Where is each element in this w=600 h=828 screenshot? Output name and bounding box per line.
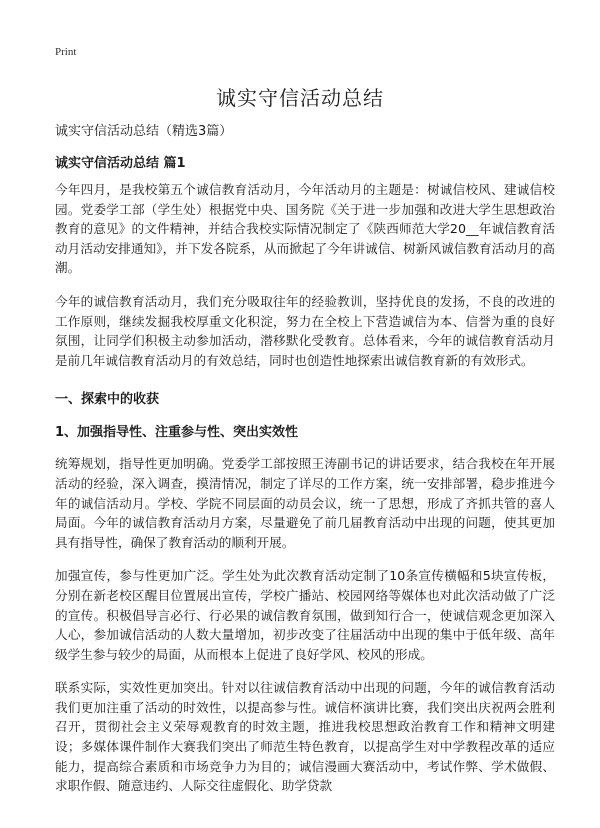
document-subtitle: 诚实守信活动总结（精选3篇） [55,124,233,139]
section-heading: 诚实守信活动总结 篇1 [55,156,186,171]
paragraph: 统筹规划，指导性更加明确。党委学工部按照王涛副书记的讲话要求，结合我校在年开展活动的经验，深入调查，摸清情况，制定了详尽的工作方案，统一安排部署，稳步推进今年的诚信活动月。学校、学院不同层面的动员会议，统一了思想，形成了齐抓共管的喜人局面。今年的诚信教育活动月方案，尽量避免了前几届教育活动中出现的问题，使其更加具有指导性，确保了教育活动的顺利开展。 [55,456,555,550]
print-label: Print [55,46,77,58]
document-title: 诚实守信活动总结 [216,86,384,110]
paragraph: 今年四月，是我校第五个诚信教育活动月，今年活动月的主题是：树诚信校风、建诚信校园。党委学工部（学生处）根据党中央、国务院《关于进一步加强和改进大学生思想政治教育的意见》的文件精神，并结合我校实际情况制定了《陕西师范大学20__年诚信教育活动月活动安排通知》，并下发各院系，从而掀起了今年讲诚信、树新风诚信教育活动月的高潮。 [55,182,555,276]
document-body [55,180,555,810]
heading-level-1: 一、探索中的收获 [55,392,160,408]
paragraph: 联系实际，实效性更加突出。针对以往诚信教育活动中出现的问题，今年的诚信教育活动我们更加注重了活动的时效性，以提高参与性。诚信杯演讲比赛，我们突出庆祝两会胜利召开，贯彻社会主义荣辱观教育的时效主题，推进我校思想政治教育工作和精神文明建设；多媒体课件制作大赛我们突出了师范生特色教育，以提高学生对中学教程改革的适应能力，提高综合素质和市场竞争力为目的；诚信漫画大赛活动中，考试作弊、学术做假、求职作假、随意违约、人际交往虚假化、助学贷款 [55,680,555,794]
paragraph: 今年的诚信教育活动月，我们充分吸取往年的经验教训，坚持优良的发扬，不良的改进的工作原则，继续发掘我校厚重文化积淀，努力在全校上下营造诚信为本、信誉为重的良好氛围，让同学们积极主动参加活动，潜移默化受教育。总体看来，今年的诚信教育活动月是前几年诚信教育活动月的有效总结，同时也创造性地探索出诚信教育新的有效形式。 [55,293,555,368]
heading-level-2: 1、加强指导性、注重参与性、突出实效性 [55,425,299,441]
paragraph: 加强宣传，参与性更加广泛。学生处为此次教育活动定制了10条宣传横幅和5块宣传板，分别在新老校区醒目位置展出宣传，学校广播站、校园网络等媒体也对此次活动做了广泛的宣传。积极倡导言必行、行必果的诚信教育氛围，做到知行合一，使诚信观念更加深入人心，参加诚信活动的人数大量增加，初步改变了往届活动中出现的集中于低年级、高年级学生参与较少的局面，从而根本上促进了良好学风、校风的形成。 [55,568,555,662]
